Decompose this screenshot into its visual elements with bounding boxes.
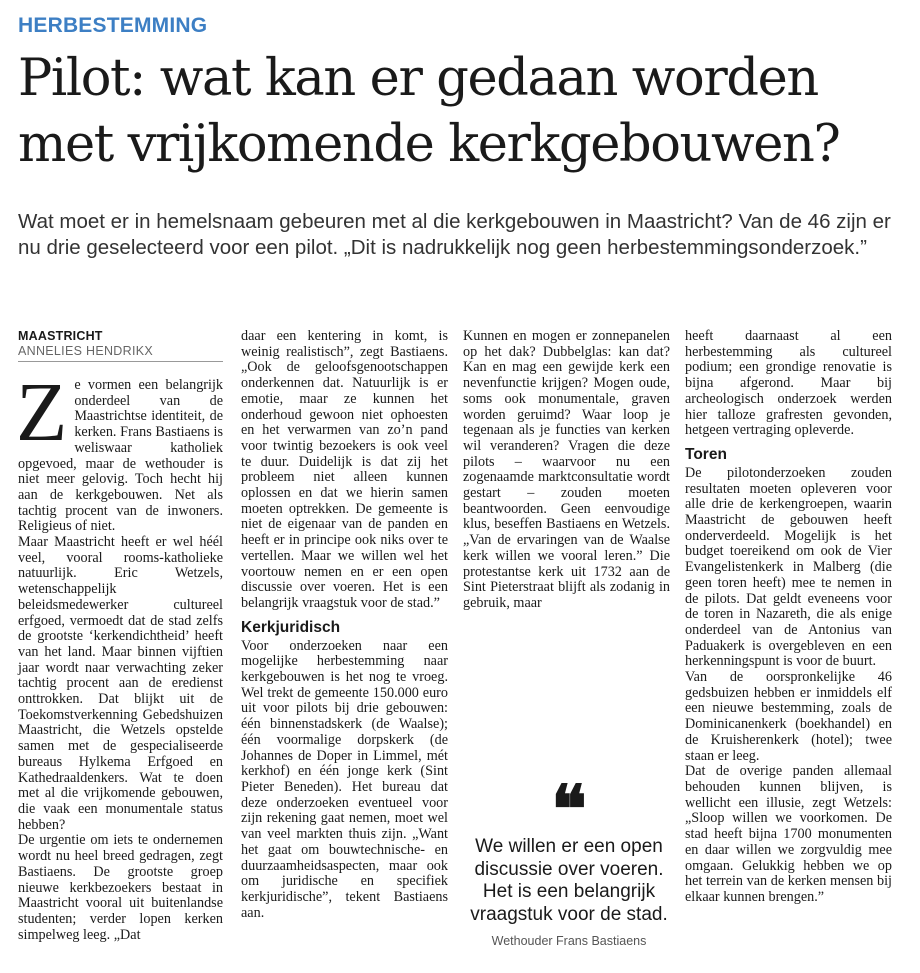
column-1	[18, 329, 223, 943]
paragraph: daar een kentering in komt, is weinig realistisch”, zegt Bastiaens. „Ook de geloofsgenootschappen onderkennen dat. Natuurlijk is er emotie, maar ze kunnen het onderhoud gewoon niet ophoesten en het verwarmen van zo’n pand voor twintig bezoekers is ook veel te duur. Duidelijk is dat zij het probleem niet alleen kunnen oplossen en dat we hierin samen moeten optrekken. De gemeente is niet de eigenaar van de panden en heeft er in principe ook niks over te vertellen. Maar we willen wel het voortouw nemen en er een open discussie over voeren. Het is een belangrijk vraagstuk voor de stad.”	[241, 328, 448, 611]
paragraph: heeft daarnaast al een herbestemming als cultureel podium; een grondige renovatie is bijna afgerond. Maar bij archeologisch onderzoek werden hier talloze grafresten gevonden, hetgeen vertraging opleverde.	[685, 328, 892, 439]
paragraph: Van de oorspronkelijke 46 gedsbuizen hebben er inmiddels elf een nieuwe bestemming, zoals de Dominicanenkerk (boekhandel) en de Kruisherenkerk (hotel); twee staan er leeg.	[685, 669, 892, 764]
section-kicker: HERBESTEMMING	[18, 14, 208, 37]
quote-icon: ❝	[551, 770, 587, 848]
dateline: MAASTRICHT	[18, 329, 103, 343]
paragraph: Maar Maastricht heeft er wel héél veel, vooral rooms-katholieke natuurlijk. Eric Wetzels, wetenschappelijk beleidsmedewerker cultureel erfgoed, vermoedt dat de stad zelfs de grootste ‘kerkendichtheid’ heeft van het land. Maar binnen vijftien jaar wordt naar verwachting zeker tachtig procent aan de eredienst onttrokken. Dat blijkt uit de Toekomstverkenning Gebedshuizen Maastricht, die Wetzels opstelde samen met de gespecialiseerde bureaus Hylkema Erfgoed en Kathedraaldenkers. Wat te doen met al die vrijkomende gebouwen, die vaak een monumentale status hebben?	[18, 534, 223, 833]
paragraph: De urgentie om iets te ondernemen wordt nu heel breed gedragen, zegt Bastiaens. De grootste groep nieuwe kerkbezoekers bestaat in Maastricht vooral uit buitenlandse studenten; verder lopen kerken simpelweg leeg. „Dat	[18, 832, 223, 943]
paragraph	[16, 366, 223, 535]
column-4	[685, 329, 892, 906]
pull-quote	[463, 770, 675, 948]
drop-cap: Z	[16, 366, 68, 459]
pull-quote-source: Wethouder Frans Bastiaens	[491, 934, 647, 948]
byline: ANNELIES HENDRIKX	[18, 344, 223, 362]
pull-quote-text: We willen er een open discussie over voeren. Het is een belangrijk vraagstuk voor de stad.	[470, 836, 668, 925]
subhead-kerkjuridisch: Kerkjuridisch	[241, 618, 341, 636]
subhead-toren: Toren	[685, 445, 727, 463]
column-2	[241, 329, 448, 921]
column-3	[463, 329, 670, 612]
paragraph: Kunnen en mogen er zonnepanelen op het dak? Dubbelglas: kan dat? Kan en mag een gewijde kerk een nevenfunctie krijgen? Mogen oude, soms ook monumentale, graven worden geruimd? Waar loop je tegenaan als je functies van kerken wil veranderen? Vragen die deze pilots – waarvoor nu een zogenaamde marktconsultatie wordt gestart – zouden moeten beantwoorden. Geen eenvoudige klus, beseffen Bastiaens en Wetzels. „Van de ervaringen van de Waalse kerk willen we vooral leren.” Die protestantse kerk uit 1732 aan de Sint Pieterstraat blijft als zodanig in gebruik, maar	[463, 328, 670, 611]
paragraph: Voor onderzoeken naar een mogelijke herbestemming naar kerkgebouwen is het nog te vroeg. Wel trekt de gemeente 150.000 euro uit voor pilots bij drie gebouwen: één binnenstadskerk (de Waalse); één voormalige dorpskerk (de Johannes de Doper in Limmel, mét kerkhof) en één jonge kerk (Sint Pieter Beneden). Het bureau dat deze onderzoeken eventueel voor zijn rekening gaat nemen, moet wel van veel markten thuis zijn. „Want het gaat om bouwtechnische- en duurzaamheidsaspecten, maar ook om juridische en specifiek kerkjuridische”, tekent Bastiaens aan.	[241, 637, 448, 921]
paragraph: De pilotonderzoeken zouden resultaten moeten opleveren voor alle drie de kerkengroepen, waarin Maastricht de gebouwen heeft onderverdeeld. Mogelijk is het budget toereikend om ook de Vier Evangelistenkerk in Malberg (die geen toren heeft) mee te nemen in de pilots. Dat geldt eveneens voor de toren in Nazareth, die als enige onderdeel van de Antonius van Paduakerk is overgebleven en een herkenningspunt is voor de buurt.	[685, 464, 892, 670]
paragraph: Dat de overige panden allemaal behouden kunnen blijven, is wellicht een illusie, zegt Wetzels: „Sloop willen we voorkomen. De stad heeft bijna 1700 monumenten en daar willen we zorgvuldig mee omgaan. Gelukkig hebben we op het terrein van de kerken mensen bij elkaar kunnen brengen.”	[685, 763, 892, 905]
article-intro: Wat moet er in hemelsnaam gebeuren met al die kerkgebouwen in Maastricht? Van de 46 zijn er nu drie geselecteerd voor een pilot. „Dit is nadrukkelijk nog geen herbestemmingsonderzoek.”	[18, 210, 891, 259]
article-headline: Pilot: wat kan er gedaan worden met vrijkomende kerkgebouwen?	[18, 49, 840, 174]
paragraph-text: e vormen een belangrijk onderdeel van de Maastrichtse identiteit, de kerken. Frans Bastiaens is weliswaar katholiek opgevoed, maar de wethouder is niet meer gelovig. Toch hecht hij aan de kerkgebouwen. Net als tachtig procent van de inwoners. Religieus of niet.	[18, 377, 223, 535]
